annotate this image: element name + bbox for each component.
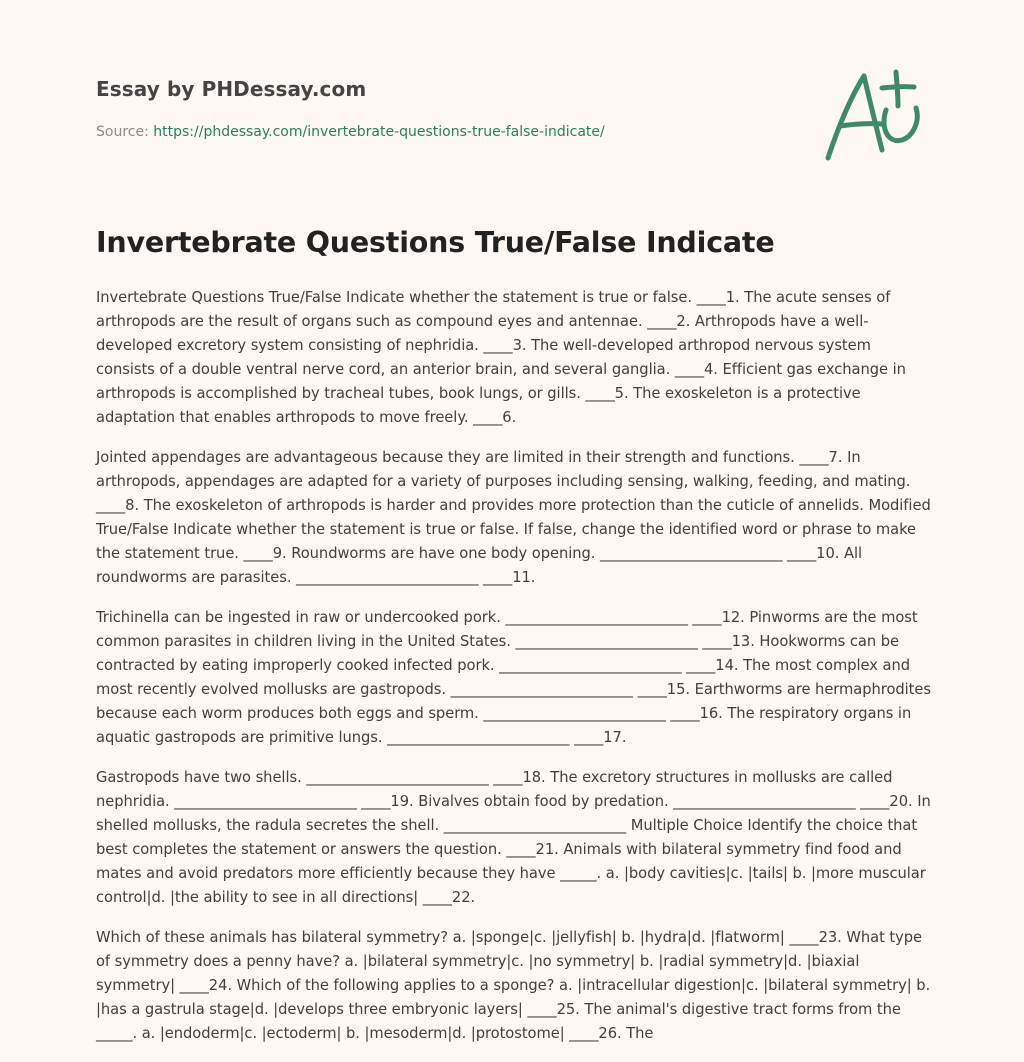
source-line (96, 124, 605, 140)
essay-paragraph: Gastropods have two shells. _________________________ ____18. The excretory structures in mollusks are called nephridia. _________________________ ____19. Bivalves obtain food by predation. _________________________ ____20. In shelled mollusks, the radula secretes the shell. _________________________ Multiple Choice Identify the choice that best completes the statement or answers the question. ____21. Animals with bilateral symmetry find food and mates and avoid predators more efficiently because they have _____. a. |body cavities|c. |tails| b. |more muscular control|d. |the ability to see in all directions| ____22. (96, 769, 931, 906)
essay-paragraph: Trichinella can be ingested in raw or undercooked pork. _________________________ ____12. Pinworms are the most common parasites in children living in the United States. _________________________ ____13. Hookworms can be contracted by eating improperly cooked infected pork. _________________________ ____14. The most complex and most recently evolved mollusks are gastropods. _________________________ ____15. Earthworms are hermaphrodites because each worm produces both eggs and sperm. _________________________ ____16. The respiratory organs in aquatic gastropods are primitive lungs. _________________________ ____17. (96, 609, 931, 746)
essay-body (96, 286, 934, 1062)
source-link[interactable]: https://phdessay.com/invertebrate-questions-true-false-indicate/ (153, 124, 605, 140)
source-label: Source: (96, 124, 149, 140)
essay-paragraph: Which of these animals has bilateral symmetry? a. |sponge|c. |jellyfish| b. |hydra|d. |flatworm| ____23. What type of symmetry does a penny have? a. |bilateral symmetry|c. |no symmetry| b. |radial symmetry|d. |biaxial symmetry| ____24. Which of the following applies to a sponge? a. |intracellular digestion|c. |bilateral symmetry| b. |has a gastrula stage|d. |develops three embryonic layers| ____25. The animal's digestive tract forms from the _____. a. |endoderm|c. |ectoderm| b. |mesoderm|d. |protostome| ____26. The (96, 929, 931, 1042)
a-plus-logo (818, 66, 928, 166)
essay-paragraph: Jointed appendages are advantageous because they are limited in their strength and functions. ____7. In arthropods, appendages are adapted for a variety of purposes including sensing, walking, feeding, and mating. ____8. The exoskeleton of arthropods is harder and provides more protection than the cuticle of annelids. Modified True/False Indicate whether the statement is true or false. If false, change the identified word or phrase to make the statement true. ____9. Roundworms are have one body opening. _________________________ ____10. All roundworms are parasites. _________________________ ____11. (96, 449, 931, 586)
site-brand: Essay by PHDessay.com (96, 77, 367, 101)
essay-paragraph: Invertebrate Questions True/False Indicate whether the statement is true or false. ____1. The acute senses of arthropods are the result of organs such as compound eyes and antennae. ____2. Arthropods have a well-developed excretory system consisting of nephridia. ____3. The well-developed arthropod nervous system consists of a double ventral nerve cord, an anterior brain, and several ganglia. ____4. Efficient gas exchange in arthropods is accomplished by tracheal tubes, book lungs, or gills. ____5. The exoskeleton is a protective adaptation that enables arthropods to move freely. ____6. (96, 289, 906, 426)
essay-title: Invertebrate Questions True/False Indicate (96, 226, 775, 259)
